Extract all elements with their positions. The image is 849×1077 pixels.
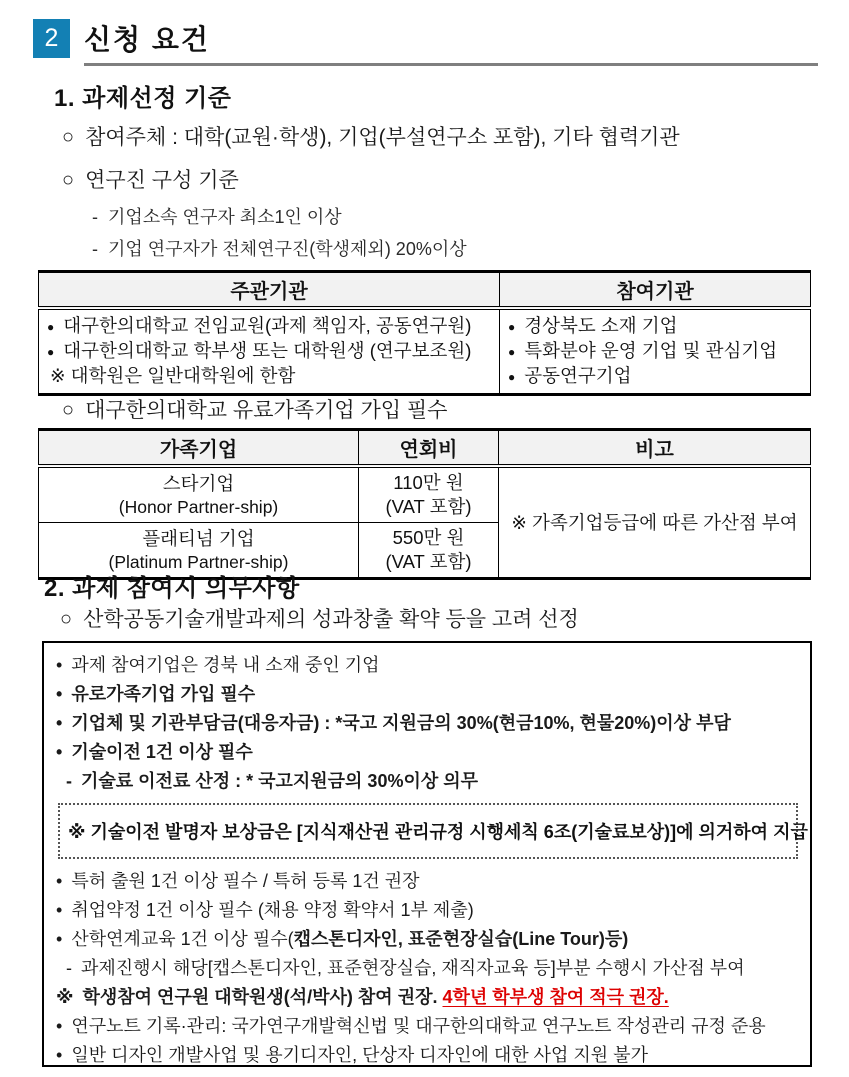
- remark-text: ※ 가족기업등급에 따른 가산점 부여: [511, 511, 798, 533]
- obligation-text: 일반 디자인 개발사업 및 용기디자인, 단상자 디자인에 대한 사업 지원 불가: [71, 1045, 648, 1065]
- bullet-icon: •: [56, 713, 63, 733]
- obligation-text: 기술료 이전료 산정 : * 국고지원금의 30%이상 의무: [81, 771, 479, 791]
- obligation-text: 과제 참여기업은 경북 내 소재 중인 기업: [71, 655, 380, 675]
- dash-icon: -: [66, 958, 72, 978]
- obligation-text: 연구노트 기록·관리: 국가연구개발혁신법 및 대구한의대학교 연구노트 작성관리 규정 준용: [71, 1016, 766, 1036]
- fee-table-row-star: [39, 466, 811, 523]
- org-table-body-row: [39, 308, 811, 395]
- company-name: 스타기업: [162, 472, 235, 494]
- lead-note: [47, 364, 493, 389]
- obligation-line: [56, 680, 800, 709]
- participant-item-text: 공동연구기업: [524, 364, 632, 386]
- reference-mark-icon: ※: [56, 987, 74, 1007]
- section2-heading: 2. 과제 참여시 의무사항: [44, 575, 300, 602]
- obligation-text: [71, 925, 628, 954]
- lead-item: [47, 339, 493, 364]
- participant-item: [508, 314, 804, 339]
- student-participation-red: 4학년 학부생 참여 적극 권장.: [442, 987, 669, 1007]
- obligation-subline: [56, 767, 800, 796]
- bullet-icon: •: [56, 871, 63, 891]
- dash-icon: -: [92, 239, 98, 259]
- circle-bullet-icon: ○: [62, 126, 75, 148]
- fee-table-header-row: [39, 430, 811, 467]
- participant-item: [508, 364, 804, 389]
- family-company-bullet: [62, 394, 447, 424]
- title-underline: [84, 63, 818, 66]
- dot-bullet-icon: ●: [508, 369, 516, 384]
- research-team-sub2: [92, 235, 467, 261]
- company-name-en: (Platinum Partner-ship): [108, 551, 289, 572]
- education-text-bold: 캡스톤디자인, 표준현장실습(Line Tour)등): [293, 929, 629, 949]
- obligation-text: [83, 983, 669, 1012]
- bullet-icon: •: [56, 742, 63, 762]
- family-company-text: 대구한의대학교 유료가족기업 가입 필수: [85, 399, 448, 422]
- participant-item: [508, 339, 804, 364]
- lead-note-text: ※ 대학원은 일반대학원에 한함: [50, 364, 296, 386]
- org-table-header-participant: 참여기관: [500, 272, 811, 309]
- obligation-line: [56, 1041, 800, 1070]
- org-table-participant-cell: [500, 308, 811, 395]
- bullet-icon: •: [56, 684, 63, 704]
- obligation-text: 기술이전 1건 이상 필수: [71, 742, 253, 762]
- obligation-line: [56, 896, 800, 925]
- research-team-sub1: [92, 203, 342, 229]
- student-participation-bold: 학생참여 연구원 대학원생(석/박사) 참여 권장.: [82, 987, 438, 1007]
- obligation-line: [56, 651, 800, 680]
- lead-item-text: 대구한의대학교 학부생 또는 대학원생 (연구보조원): [63, 339, 472, 361]
- remark-cell: [499, 466, 811, 579]
- fee-table-header-remark: 비고: [499, 430, 811, 467]
- participant-item-text: 특화분야 운영 기업 및 관심기업: [524, 339, 778, 361]
- obligation-text: 기업체 및 기관부담금(대응자금) : *국고 지원금의 30%(현금10%, 현물20%)이상 부담: [71, 713, 731, 733]
- obligation-text: 유로가족기업 가입 필수: [71, 684, 256, 704]
- organization-table: [38, 270, 811, 396]
- fee-note: (VAT 포함): [385, 496, 472, 518]
- obligation-text: 특허 출원 1건 이상 필수 / 특허 등록 1건 권장: [71, 871, 420, 891]
- obligation-line: [56, 1012, 800, 1041]
- selection-criteria-bullet: [60, 603, 579, 633]
- fee-cell: [359, 466, 499, 523]
- obligation-text: 취업약정 1건 이상 필수 (채용 약정 확약서 1부 제출): [71, 900, 474, 920]
- dot-bullet-icon: ●: [508, 344, 516, 359]
- section1-heading: 1. 과제선정 기준: [54, 85, 232, 112]
- fee-cell: [359, 523, 499, 579]
- fee-table-header-company: 가족기업: [39, 430, 359, 467]
- selection-criteria-text: 산학공동기술개발과제의 성과창출 확약 등을 고려 선정: [83, 608, 579, 631]
- dot-bullet-icon: ●: [47, 320, 55, 334]
- section-number-badge: 2: [33, 19, 70, 58]
- bullet-icon: •: [56, 1016, 63, 1036]
- bullet-icon: •: [56, 929, 63, 949]
- royalty-notice-text: ※ 기술이전 발명자 보상금은 [지식재산권 관리규정 시행세칙 6조(기술료보상)]에 의거하여 지급: [68, 822, 808, 842]
- company-name-en: (Honor Partner-ship): [118, 496, 279, 517]
- circle-bullet-icon: ○: [62, 399, 75, 421]
- company-name-cell: [39, 466, 359, 523]
- fee-note: (VAT 포함): [385, 551, 472, 573]
- research-team-sub2-text: 기업 연구자가 전체연구진(학생제외) 20%이상: [108, 239, 467, 259]
- education-text-normal: 산학연계교육 1건 이상 필수(: [71, 929, 294, 949]
- obligation-line: [56, 738, 800, 767]
- fee-table-header-fee: 연회비: [359, 430, 499, 467]
- dash-icon: -: [92, 207, 98, 227]
- obligation-box: [42, 641, 812, 1067]
- bullet-icon: •: [56, 900, 63, 920]
- student-participation-line: [56, 983, 800, 1012]
- org-table-lead-cell: [39, 308, 500, 395]
- participant-subject-text: 참여주체 : 대학(교원·학생), 기업(부설연구소 포함), 기타 협력기관: [85, 126, 680, 149]
- obligation-text: 과제진행시 해당[캡스톤디자인, 표준현장실습, 재직자교육 등]부분 수행시 가산점 부여: [81, 958, 745, 978]
- org-table-header-row: [39, 272, 811, 309]
- membership-fee-table: [38, 428, 811, 580]
- participant-subject-bullet: [62, 121, 680, 151]
- bullet-icon: •: [56, 655, 63, 675]
- dot-bullet-icon: ●: [47, 344, 55, 359]
- dot-bullet-icon: ●: [508, 320, 516, 334]
- company-name: 플래티넘 기업: [142, 527, 255, 549]
- lead-item-text: 대구한의대학교 전임교원(과제 책임자, 공동연구원): [63, 315, 472, 336]
- page-title: 신청 요건: [84, 24, 210, 55]
- circle-bullet-icon: ○: [62, 169, 75, 191]
- fee-amount: 550만 원: [392, 527, 465, 549]
- obligation-line: [56, 709, 800, 738]
- research-team-bullet: [62, 164, 239, 194]
- lead-item: [47, 314, 493, 339]
- fee-amount: 110만 원: [393, 472, 464, 493]
- org-table-header-lead: 주관기관: [39, 272, 500, 309]
- royalty-notice-box: [58, 803, 808, 859]
- obligation-line: [56, 867, 800, 896]
- obligation-line: [56, 925, 800, 954]
- research-team-text: 연구진 구성 기준: [85, 169, 239, 192]
- dash-icon: -: [66, 771, 72, 791]
- participant-item-text: 경상북도 소재 기업: [524, 315, 678, 336]
- research-team-sub1-text: 기업소속 연구자 최소1인 이상: [108, 207, 342, 227]
- circle-bullet-icon: ○: [60, 608, 73, 630]
- bullet-icon: •: [56, 1045, 63, 1065]
- obligation-subline: [56, 954, 800, 983]
